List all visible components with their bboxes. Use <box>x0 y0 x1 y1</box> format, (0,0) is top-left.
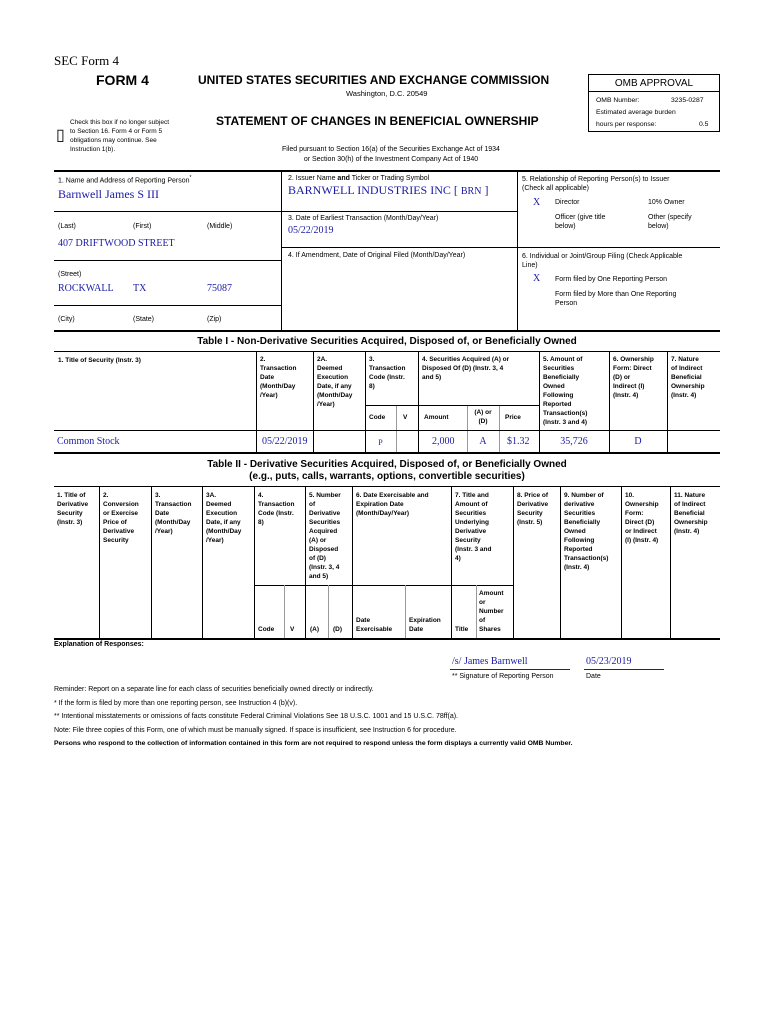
signature-label: ** Signature of Reporting Person <box>452 673 554 680</box>
issuer-name: BARNWELL INDUSTRIES INC [ BRN ] <box>288 183 489 197</box>
t1-row-form: D <box>634 436 642 447</box>
t2-h-owned: 9. Number of derivative Securities Beneficially Owned Following Reported Transaction(s) (Instr. 4) <box>564 492 609 571</box>
t1-h-acquired: 4. Securities Acquired (A) or Disposed Of (D) (Instr. 3, 4 and 5) <box>422 356 510 381</box>
director-label: Director <box>555 199 580 206</box>
reminder-text: Reminder: Report on a separate line for each class of securities beneficially owned directly or indirectly. <box>54 686 374 693</box>
other-label: Other (specify below) <box>648 214 692 230</box>
city-value: ROCKWALL <box>58 283 114 294</box>
note-omb: Persons who respond to the collection of information contained in this form are not required to respond unless the form displays a currently valid OMB Number. <box>54 740 573 747</box>
t1-sub-v: V <box>403 414 408 421</box>
note-multiple-persons: * If the form is filed by more than one reporting person, see Instruction 4 (b)(v). <box>54 700 298 707</box>
t2-sub-amount: Amount or Number of Shares <box>479 590 504 633</box>
commission-title: UNITED STATES SECURITIES AND EXCHANGE COMMISSION <box>198 73 550 87</box>
relationship-label: 5. Relationship of Reporting Person(s) to Issuer (Check all applicable) <box>522 176 670 192</box>
officer-label: Officer (give title below) <box>555 214 606 230</box>
t1-row-owned: 35,726 <box>560 436 588 447</box>
t1-row-amount: 2,000 <box>432 436 455 447</box>
t1-sub-ad: (A) or (D) <box>474 409 492 425</box>
table2-title: Table II - Derivative Securities Acquired, Disposed of, or Beneficially Owned (e.g., puts, calls, warrants, options, convertible securities) <box>207 459 567 482</box>
more-persons-label: Form filed by More than One Reporting Person <box>555 291 677 307</box>
amendment-label: 4. If Amendment, Date of Original Filed (Month/Day/Year) <box>288 252 466 259</box>
t1-row-price: $1.32 <box>507 436 530 447</box>
statement-title: STATEMENT OF CHANGES IN BENEFICIAL OWNERSHIP <box>216 114 539 128</box>
t2-h-exercisable: 6. Date Exercisable and Expiration Date (Month/Day/Year) <box>356 492 429 517</box>
t2-sub-v: V <box>290 626 295 633</box>
t2-h-deemed: 3A. Deemed Execution Date, if any (Month/Day /Year) <box>206 492 242 544</box>
one-person-label: Form filed by One Reporting Person <box>555 276 668 283</box>
form-title: FORM 4 <box>96 72 149 88</box>
t1-h-title: 1. Title of Security (Instr. 3) <box>58 357 141 364</box>
note-misstatements: ** Intentional misstatements or omissions of facts constitute Federal Criminal Violations See 18 U.S.C. 1001 and 15 U.S.C. 78ff(a). <box>54 713 458 720</box>
date-label: Date <box>586 673 601 680</box>
t1-sub-price: Price <box>505 414 521 421</box>
table1-title: Table I - Non-Derivative Securities Acquired, Disposed of, or Beneficially Owned <box>197 336 577 347</box>
checkbox-instruction: Check this box if no longer subject to Section 16. Form 4 or Form 5 obligations may continue. See Instruction 1(b). <box>70 119 169 153</box>
zip-value: 75087 <box>207 283 232 294</box>
ten-percent-owner-label: 10% Owner <box>648 199 685 206</box>
note-copies: Note: File three copies of this Form, one of which must be manually signed. If space is insufficient, see Instruction 6 for procedure. <box>54 727 457 734</box>
omb-number-value: 3235-0287 <box>671 97 704 104</box>
t2-h-number: 5. Number of Derivative Securities Acquired (A) or Disposed of (D) (Instr. 3, 4 and 5) <box>309 492 341 580</box>
director-mark[interactable]: X <box>533 197 541 208</box>
one-person-mark[interactable]: X <box>533 273 541 284</box>
omb-hours-label: hours per response: <box>596 121 657 128</box>
reporting-person-name: Barnwell James S III <box>58 187 159 201</box>
t2-sub-expiration: Expiration Date <box>409 617 441 633</box>
t1-h-date: 2. Transaction Date (Month/Day /Year) <box>260 356 297 399</box>
last-label: (Last) <box>58 223 76 230</box>
t2-sub-title: Title <box>455 626 469 633</box>
t1-h-nature: 7. Nature of Indirect Beneficial Ownership (Instr. 4) <box>671 356 705 399</box>
t1-row-ad: A <box>479 436 487 447</box>
t1-h-deemed: 2A. Deemed Execution Date, if any (Month/Day /Year) <box>317 356 353 408</box>
issuer-label: 2. Issuer Name and Ticker or Trading Symbol <box>288 175 430 182</box>
t2-h-ownership-form: 10. Ownership Form: Direct (D) or Indirect (I) (Instr. 4) <box>625 492 659 544</box>
t2-h-code: 4. Transaction Code (Instr. 8) <box>258 492 295 526</box>
t2-h-nature: 11. Nature of Indirect Beneficial Ownership (Instr. 4) <box>674 492 708 535</box>
street-label: (Street) <box>58 271 82 278</box>
t2-h-date: 3. Transaction Date (Month/Day /Year) <box>155 492 192 535</box>
earliest-transaction-label: 3. Date of Earliest Transaction (Month/Day/Year) <box>288 215 439 222</box>
t2-h-underlying: 7. Title and Amount of Securities Underlying Derivative Security (Instr. 3 and 4) <box>455 492 492 562</box>
earliest-transaction-date: 05/22/2019 <box>288 225 334 236</box>
t2-h-price: 8. Price of Derivative Security (Instr. 5) <box>517 492 549 526</box>
t1-sub-amount: Amount <box>424 414 449 421</box>
state-value: TX <box>133 283 147 294</box>
reporting-person-label: 1. Name and Address of Reporting Person* <box>58 175 192 185</box>
t2-sub-date-exercisable: Date Exercisable <box>356 617 393 633</box>
omb-burden-value: 0.5 <box>699 121 709 128</box>
omb-number-label: OMB Number: <box>596 97 640 104</box>
omb-title: OMB APPROVAL <box>589 75 719 92</box>
state-label: (State) <box>133 316 155 323</box>
omb-burden-label: Estimated average burden <box>596 109 676 116</box>
t1-row-date: 05/22/2019 <box>262 436 308 447</box>
filed-pursuant-text: Filed pursuant to Section 16(a) of the Securities Exchange Act of 1934 or Section 30(h) of the Investment Company Act of 1940 <box>282 146 500 163</box>
first-label: (First) <box>133 223 152 230</box>
t1-row-code: P <box>378 438 383 447</box>
t1-h-code: 3. Transaction Code (Instr. 8) <box>369 356 406 390</box>
t1-sub-code: Code <box>369 414 386 421</box>
signature-date: 05/23/2019 <box>586 656 632 667</box>
t2-h-title: 1. Title of Derivative Security (Instr. 3) <box>57 492 89 526</box>
filing-label: 6. Individual or Joint/Group Filing (Check Applicable Line) <box>522 253 683 269</box>
t2-h-conversion: 2. Conversion or Exercise Price of Derivative Security <box>103 492 139 544</box>
city-label: (City) <box>58 316 75 323</box>
street-address: 407 DRIFTWOOD STREET <box>58 238 175 249</box>
t1-h-owned: 5. Amount of Securities Beneficially Owned Following Reported Transaction(s) (Instr. 3 and 4) <box>543 356 588 426</box>
explanation-label: Explanation of Responses: <box>54 641 144 648</box>
commission-location: Washington, D.C. 20549 <box>346 89 428 98</box>
t2-sub-d: (D) <box>333 626 343 633</box>
zip-label: (Zip) <box>207 316 222 323</box>
signature: /s/ James Barnwell <box>452 656 528 667</box>
t1-row-title: Common Stock <box>57 436 120 447</box>
no-longer-subject-checkbox[interactable]: ▯ <box>56 127 65 144</box>
t2-sub-a: (A) <box>310 626 320 633</box>
t2-sub-code: Code <box>258 626 275 633</box>
omb-approval-box <box>588 74 720 132</box>
middle-label: (Middle) <box>207 223 233 230</box>
sec-form-label: SEC Form 4 <box>54 53 120 68</box>
t1-h-ownership-form: 6. Ownership Form: Direct (D) or Indirect (I) (Instr. 4) <box>613 356 654 399</box>
